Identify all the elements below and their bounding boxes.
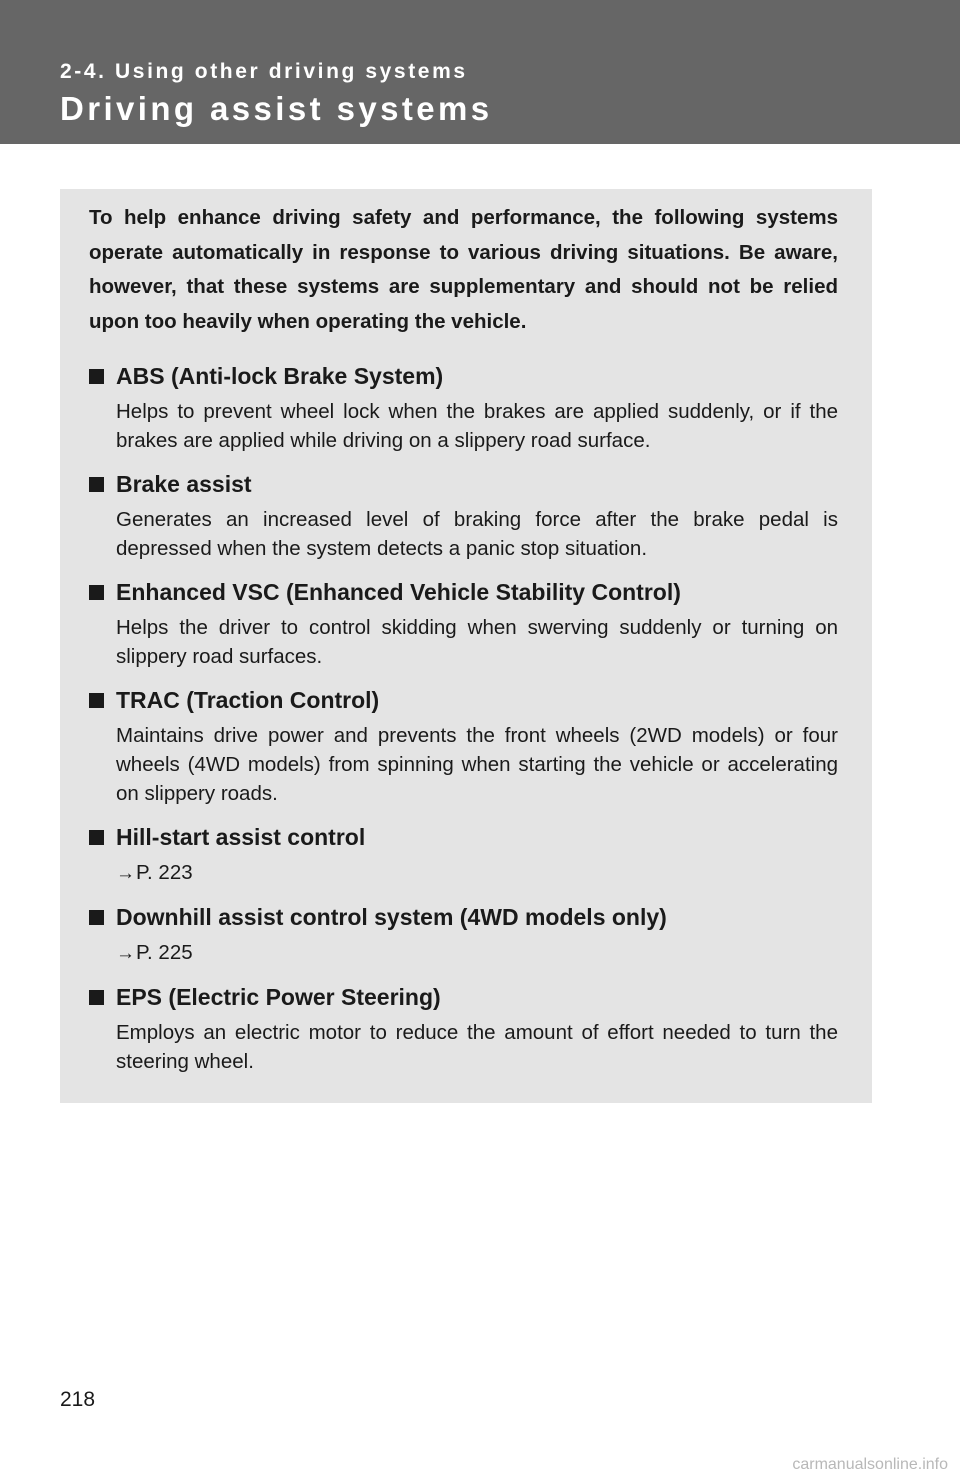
square-bullet-icon bbox=[89, 830, 104, 845]
feature-body: Helps to prevent wheel lock when the brakes are applied suddenly, or if the brakes are applied while driving on a slippery road surface. bbox=[116, 400, 838, 452]
feature-heading bbox=[89, 685, 838, 715]
feature-heading-text: Brake assist bbox=[116, 471, 252, 497]
content-box bbox=[60, 189, 872, 1103]
square-bullet-icon bbox=[89, 585, 104, 600]
feature-body: Helps the driver to control skidding when swerving suddenly or turning on slippery road surfaces. bbox=[116, 616, 838, 668]
watermark: carmanualsonline.info bbox=[792, 1456, 948, 1473]
page-reference[interactable] bbox=[116, 858, 838, 888]
arrow-right-icon: → bbox=[116, 943, 135, 964]
feature-body: Generates an increased level of braking force after the brake pedal is depressed when the system detects a panic stop situation. bbox=[116, 508, 838, 560]
square-bullet-icon bbox=[89, 990, 104, 1005]
feature-heading bbox=[89, 469, 838, 499]
feature-heading bbox=[89, 822, 838, 852]
feature-body: Maintains drive power and prevents the front wheels (2WD models) or four wheels (4WD models) from spinning when starting the vehicle or accelerating on slippery roads. bbox=[116, 724, 838, 805]
square-bullet-icon bbox=[89, 369, 104, 384]
feature-heading-text: Downhill assist control system (4WD models only) bbox=[116, 904, 667, 930]
square-bullet-icon bbox=[89, 910, 104, 925]
feature-heading-text: TRAC (Traction Control) bbox=[116, 687, 380, 713]
section-label: 2-4. Using other driving systems bbox=[60, 60, 468, 83]
page-title: Driving assist systems bbox=[60, 90, 493, 127]
feature-heading-text: Hill-start assist control bbox=[116, 824, 366, 850]
page-number: 218 bbox=[60, 1388, 96, 1411]
feature-body: Employs an electric motor to reduce the amount of effort needed to turn the steering wheel. bbox=[116, 1021, 838, 1073]
feature-heading bbox=[89, 577, 838, 607]
feature-hill-start-assist bbox=[89, 822, 838, 888]
feature-abs bbox=[89, 361, 838, 455]
intro-paragraph: To help enhance driving safety and performance, the following systems operate automatically in response to various driving situations. Be aware, however, that these systems are supplementary and should not be relied upon too heavily when operating the vehicle. bbox=[89, 206, 838, 333]
feature-heading-text: Enhanced VSC (Enhanced Vehicle Stability Control) bbox=[116, 579, 681, 605]
square-bullet-icon bbox=[89, 477, 104, 492]
feature-enhanced-vsc bbox=[89, 577, 838, 671]
feature-downhill-assist bbox=[89, 902, 838, 968]
page-reference-text: P. 223 bbox=[136, 861, 193, 884]
feature-heading bbox=[89, 902, 838, 932]
feature-heading bbox=[89, 982, 838, 1012]
feature-brake-assist bbox=[89, 469, 838, 563]
feature-eps bbox=[89, 982, 838, 1076]
feature-heading-text: EPS (Electric Power Steering) bbox=[116, 984, 441, 1010]
feature-heading-text: ABS (Anti-lock Brake System) bbox=[116, 363, 444, 389]
feature-heading bbox=[89, 361, 838, 391]
square-bullet-icon bbox=[89, 693, 104, 708]
feature-trac bbox=[89, 685, 838, 808]
arrow-right-icon: → bbox=[116, 863, 135, 884]
page-reference-text: P. 225 bbox=[136, 941, 193, 964]
page-reference[interactable] bbox=[116, 938, 838, 968]
